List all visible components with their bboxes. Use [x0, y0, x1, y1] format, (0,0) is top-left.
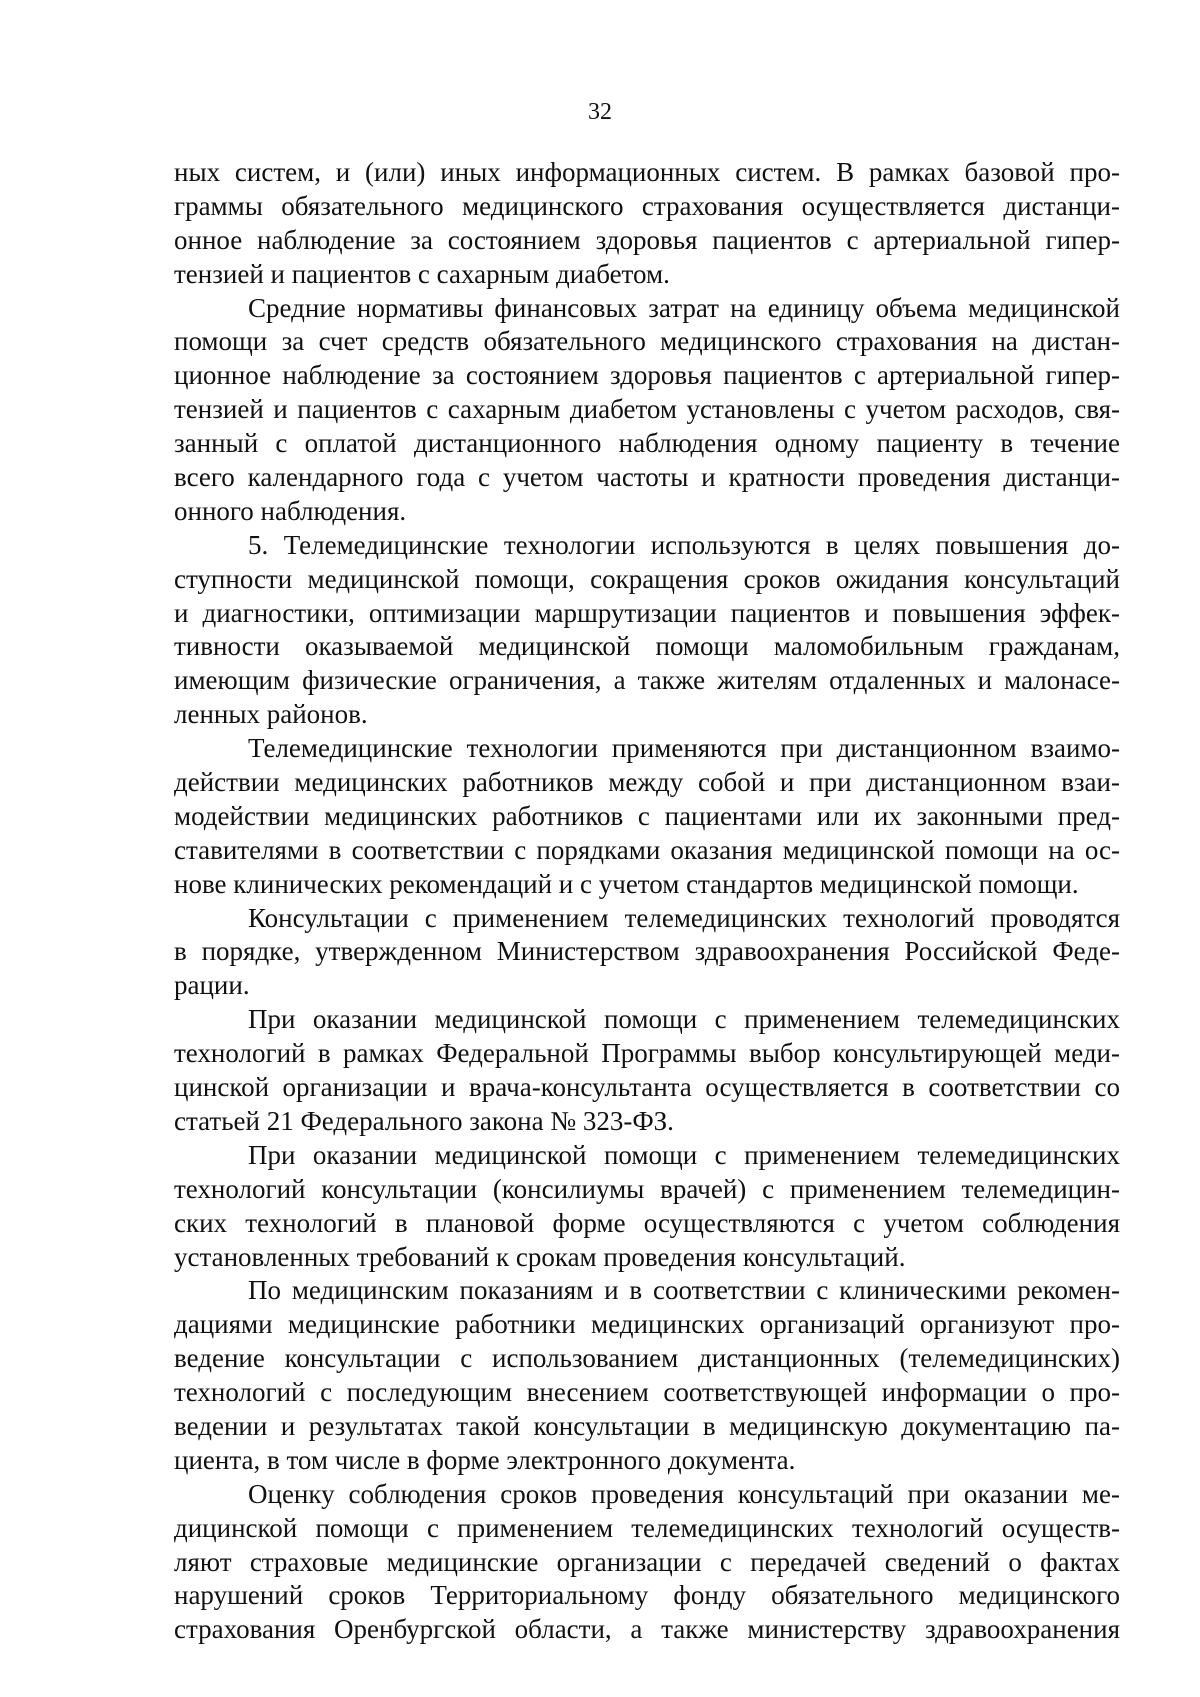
text-line: ляют страховые медицинские организации с передачей сведений о фактах: [174, 1546, 1120, 1577]
text-line: имеющим физические ограничения, а также жителям отдаленных и малонасе-: [174, 665, 1120, 696]
text-line: циента, в том числе в форме электронного документа.: [174, 1444, 796, 1475]
text-line: действии медицинских работников между собой и при дистанционном взаи-: [174, 767, 1120, 798]
text-line: рации.: [174, 970, 250, 1001]
text-line: страхования Оренбургской области, а также министерству здравоохранения: [174, 1614, 1120, 1645]
text-line: статьей 21 Федерального закона № 323-ФЗ.: [174, 1105, 674, 1136]
text-line: Оценку соблюдения сроков проведения консультаций при оказании ме-: [248, 1478, 1120, 1509]
text-line: нарушений сроков Территориальному фонду обязательного медицинского: [174, 1580, 1120, 1611]
text-line: онного наблюдения.: [174, 495, 407, 526]
text-line: технологий с последующим внесением соответствующей информации о про-: [174, 1377, 1120, 1408]
text-line: технологий в рамках Федеральной Программы выбор консультирующей меди-: [174, 1038, 1120, 1069]
text-line: нове клинических рекомендаций и с учетом стандартов медицинской помощи.: [174, 868, 1079, 899]
text-line: всего календарного года с учетом частоты и кратности проведения дистанци-: [174, 462, 1120, 493]
text-line: онное наблюдение за состоянием здоровья пациентов с артериальной гипер-: [174, 224, 1120, 255]
text-line: При оказании медицинской помощи с применением телемедицинских: [248, 1004, 1120, 1035]
text-line: тензией и пациентов с сахарным диабетом установлены с учетом расходов, свя-: [174, 394, 1120, 425]
text-line: помощи за счет средств обязательного медицинского страхования на дистан-: [174, 326, 1120, 357]
text-line: в порядке, утвержденном Министерством здравоохранения Российской Феде-: [174, 936, 1120, 967]
text-line: ных систем, и (или) иных информационных систем. В рамках базовой про-: [174, 157, 1120, 187]
text-line: тензией и пациентов с сахарным диабетом.: [174, 258, 670, 289]
text-line: При оказании медицинской помощи с применением телемедицинских: [248, 1139, 1120, 1170]
text-line: По медицинским показаниям и в соответствии с клиническими рекомен-: [248, 1275, 1120, 1306]
text-line: ционное наблюдение за состоянием здоровья пациентов с артериальной гипер-: [174, 360, 1120, 391]
text-line: и диагностики, оптимизации маршрутизации пациентов и повышения эффек-: [174, 597, 1120, 628]
text-line: ведении и результатах такой консультации в медицинскую документацию па-: [174, 1410, 1120, 1441]
text-line: 5. Телемедицинские технологии используются в целях повышения до-: [248, 529, 1120, 560]
page-number: 32: [588, 99, 612, 125]
text-line: ведение консультации с использованием дистанционных (телемедицинских): [174, 1343, 1120, 1374]
text-line: тивности оказываемой медицинской помощи маломобильным гражданам,: [174, 631, 1120, 662]
text-line: дицинской помощи с применением телемедицинских технологий осуществ-: [174, 1512, 1120, 1543]
text-line: цинской организации и врача-консультанта осуществляется в соответствии со: [174, 1072, 1120, 1103]
text-line: установленных требований к срокам проведения консультаций.: [174, 1241, 906, 1272]
text-line: Средние нормативы финансовых затрат на единицу объема медицинской: [248, 292, 1120, 323]
text-line: ленных районов.: [174, 699, 368, 730]
text-line: ских технологий в плановой форме осуществляются с учетом соблюдения: [174, 1207, 1120, 1238]
text-line: Телемедицинские технологии применяются при дистанционном взаимо-: [248, 733, 1120, 764]
text-line: граммы обязательного медицинского страхования осуществляется дистанци-: [174, 190, 1120, 221]
text-line: технологий консультации (консилиумы врачей) с применением телемедицин-: [174, 1173, 1120, 1204]
text-line: дациями медицинские работники медицинских организаций организуют про-: [174, 1309, 1120, 1340]
text-line: ступности медицинской помощи, сокращения сроков ожидания консультаций: [174, 563, 1120, 594]
text-line: модействии медицинских работников с пациентами или их законными пред-: [174, 800, 1120, 831]
document-body: [174, 156, 1120, 1647]
text-line: занный с оплатой дистанционного наблюдения одному пациенту в течение: [174, 428, 1120, 459]
text-line: ставителями в соответствии с порядками оказания медицинской помощи на ос-: [174, 834, 1120, 865]
text-line: Консультации с применением телемедицинских технологий проводятся: [248, 902, 1120, 933]
